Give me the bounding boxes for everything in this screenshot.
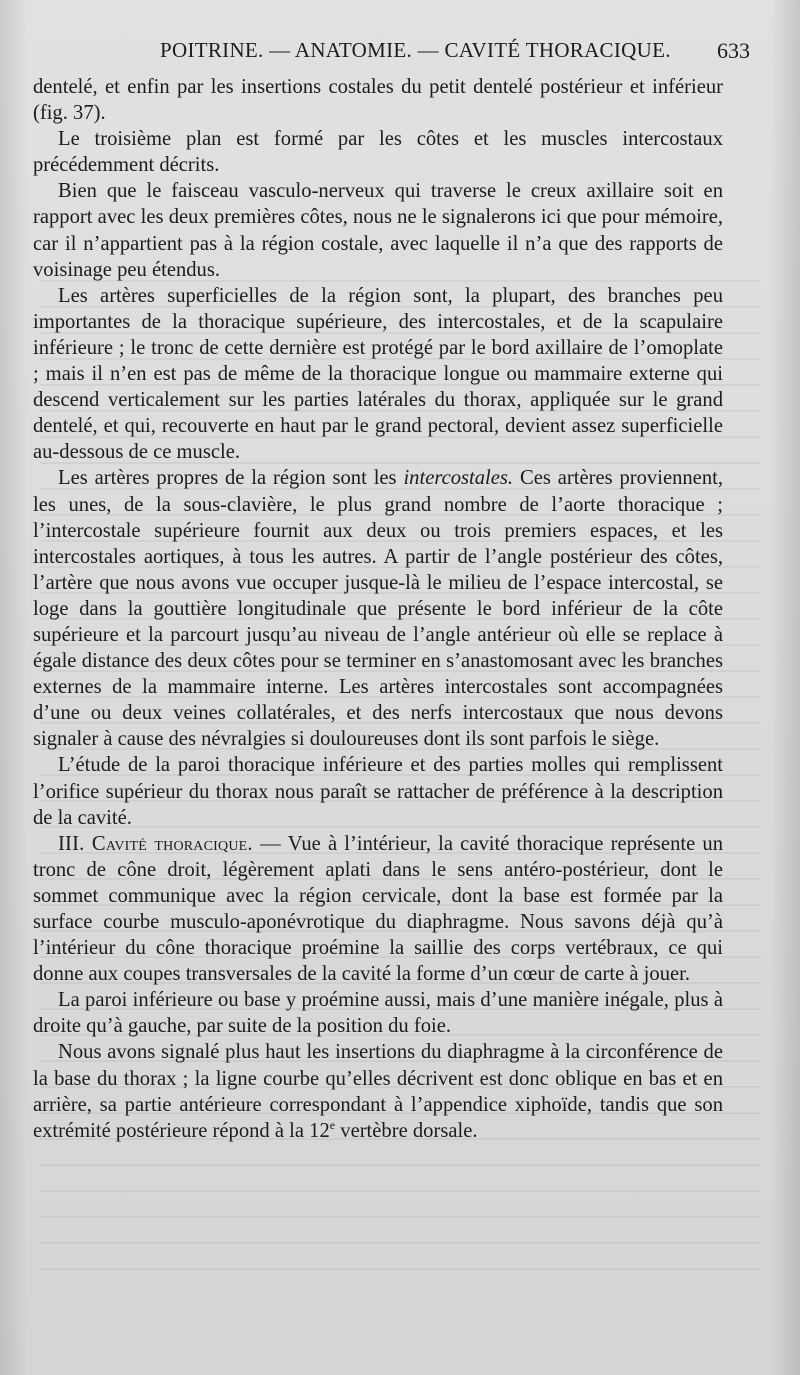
body-text xyxy=(33,74,723,1144)
paragraph-text: Ces artères proviennent, les unes, de la sous-clavière, le plus grand nombre de l’aorte thoracique ; l’intercostale supérieure fournit aux deux ou trois premiers espaces, et les intercostales aortiques, à tous les autres. A partir de l’angle postérieur des côtes, l’artère que nous avons vue occuper jusque-là le milieu de l’espace intercostal, se loge dans la gouttière longitudinale que présente le bord inférieur de la côte supérieure et la parcourt jusqu’au niveau de l’angle antérieur où elle se replace à égale distance des deux côtes pour se terminer en s’anastomosant avec les branches externes de la mammaire interne. Les artères intercostales sont accompagnées d’une ou deux veines collatérales, et des nerfs intercostaux que nous devons signaler à cause des névralgies si douloureuses dont ils sont parfois le siège. xyxy=(33,467,723,751)
paragraph xyxy=(33,465,723,752)
section-paragraph xyxy=(33,831,723,988)
paragraph: Bien que le faisceau vasculo-nerveux qui traverse le creux axillaire soit en rapport avec les deux premières côtes, nous ne le signalerons ici que pour mémoire, car il n’appartient pas à la région costale, avec laquelle il n’a que des rapports de voisinage peu étendus. xyxy=(33,180,723,281)
italic-term: intercostales. xyxy=(403,467,514,490)
page-number: 633 xyxy=(717,38,750,63)
running-header xyxy=(120,38,750,68)
paragraph xyxy=(33,1039,723,1143)
paragraph: Les artères superficielles de la région sont, la plupart, des branches peu importantes de la thoracique supérieure, des intercostales, et de la scapulaire inférieure ; le tronc de cette dernière est protégé par le bord axillaire de l’omoplate ; mais il n’en est pas de même de la thoracique longue ou mammaire externe qui descend verticalement sur les parties latérales du thorax, appliquée sur le grand dentelé, et qui, recouverte en haut par le grand pectoral, devient assez superficielle au-dessous de ce muscle. xyxy=(33,284,723,464)
section-heading: III. Cavité thoracique. — xyxy=(58,832,281,855)
paragraph: Le troisième plan est formé par les côtes et les muscles intercostaux précédemment décrits. xyxy=(33,128,723,177)
paragraph: L’étude de la paroi thoracique inférieure et des parties molles qui remplissent l’orifice supérieur du thorax nous paraît se rattacher de préférence à la description de la cavité. xyxy=(33,754,723,829)
paragraph: La paroi inférieure ou base y proémine aussi, mais d’une manière inégale, plus à droite qu’à gauche, par suite de la position du foie. xyxy=(33,989,723,1038)
superscript: e xyxy=(329,1117,336,1132)
paragraph-text: Nous avons signalé plus haut les insertions du diaphragme à la circonférence de la base du thorax ; la ligne courbe qu’elles décrivent est donc oblique en bas et en arrière, sa partie antérieure correspondant à l’appendice xiphoïde, tandis que son extrémité postérieure répond à la 12 xyxy=(33,1041,723,1142)
paragraph-text: vertèbre dorsale. xyxy=(340,1119,478,1142)
paragraph-text: Les artères propres de la région sont les xyxy=(58,467,397,490)
paragraph: dentelé, et enfin par les insertions costales du petit dentelé postérieur et inférieur (fig. 37). xyxy=(33,76,723,125)
paragraph-text: Vue à l’intérieur, la cavité thoracique représente un tronc de cône droit, légèrement aplati dans le sens antéro-postérieur, dont le sommet communique avec la région cervicale, dont la base est formée par la surface courbe musculo-aponévrotique du diaphragme. Nous savons déjà qu’à l’intérieur du cône thoracique proémine la saillie des corps vertébraux, ce qui donne aux coupes transversales de la cavité la forme d’un cœur de carte à jouer. xyxy=(33,832,723,986)
running-title: POITRINE. — ANATOMIE. — CAVITÉ THORACIQUE. xyxy=(160,38,671,62)
